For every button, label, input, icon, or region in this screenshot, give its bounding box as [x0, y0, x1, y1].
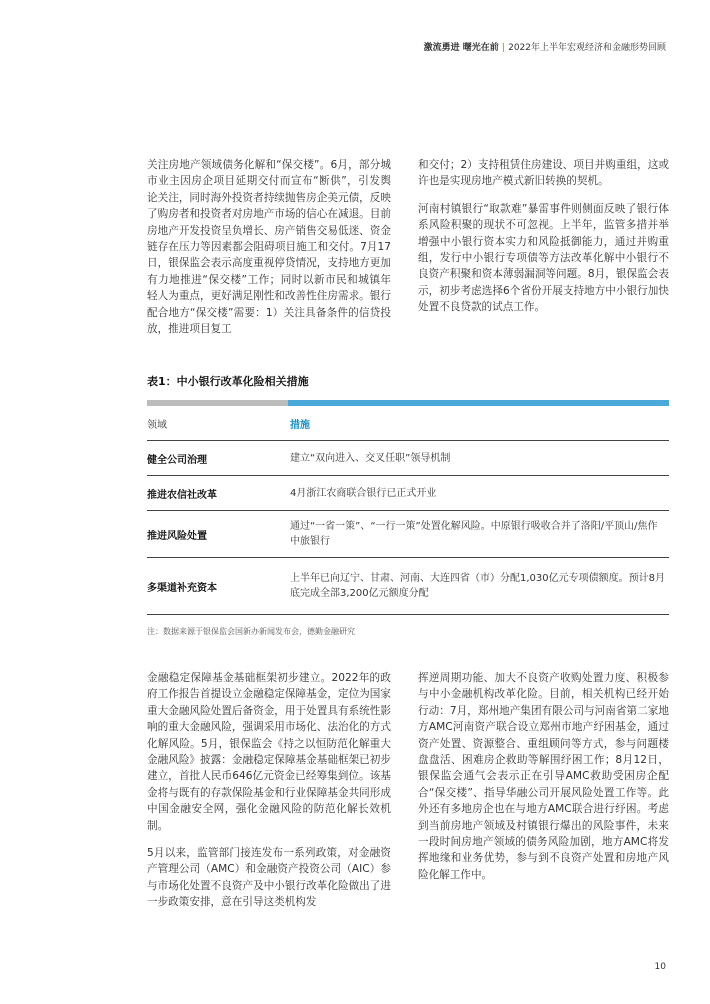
row-measure: 通过“一省一策”、“一行一策”处置化解风险。中原银行吸收合并了洛阳/平顶山/焦作中旅银行 — [290, 521, 658, 547]
paragraph-amc-action: 挥逆周期功能、加大不良资产收购处置力度、积极参与中小金融机构改革化险。目前，相关机构已经开始行动：7月，郑州地产集团有限公司与河南省第二家地方AMC河南资产联合设立郑州市地产纾困基金，通过资产处置、资源整合、重组顾问等方式，参与问题楼盘盘活、困难房企救助等解围纾困工作；8月12日，银保监会通气会表示正在引导AMC救助受困房企配合“保交楼”、指导华融公司开展风险处置工作等。此外还有多地房企也在与地方AMC联合进行纾困。考虑到当前房地产领域及村镇银行爆出的风险事件，未来一段时间房地产领域的债务风险加剧，地方AMC将发挥地缘和业务优势，参与到不良资产处置和房地产风险化解工作中。 — [418, 672, 669, 881]
top-left-column — [147, 157, 391, 348]
header-field: 领域 — [147, 419, 167, 431]
table-row — [147, 557, 669, 615]
row-field: 多渠道补充资本 — [147, 582, 217, 594]
row-field: 健全公司治理 — [147, 454, 207, 466]
row-field: 推进风险处置 — [147, 530, 207, 542]
bottom-left-column — [147, 670, 391, 922]
bottom-right-column — [418, 670, 669, 894]
row-measure: 上半年已向辽宁、甘肃、河南、大连四省（市）分配1,030亿元专项债额度。预计8月底完成全部3,200亿元额度分配 — [290, 573, 665, 599]
page-number: 10 — [654, 962, 666, 972]
paragraph-village-bank: 河南村镇银行“取款难”暴雷事件则侧面反映了银行体系风险积聚的现状不可忽视。上半年，监管多措并举增强中小银行资本实力和风险抵御能力，通过并购重组，发行中小银行专项债等方法改革化解中小银行不良资产积聚和资本薄弱漏洞等问题。8月，银保监会表示，初步考虑选择6个省份开展支持地方中小银行加快处置不良贷款的试点工作。 — [418, 202, 669, 314]
row-measure: 4月浙江农商联合银行已正式开业 — [290, 487, 437, 499]
paragraph-stability-fund: 金融稳定保障基金基础框架初步建立。2022年的政府工作报告首提设立金融稳定保障基金，定位为国家重大金融风险处置后备资金，用于处置具有系统性影响的重大金融风险，强调采用市场化、法治化的方式化解风险。5月，银保监会《持之以恒防范化解重大金融风险》披露：金融稳定保障基金基础框架已初步建立，首批人民币646亿元资金已经筹集到位。该基金将与既有的存款保险基金和行业保障基金共同形成中国金融安全网，强化金融风险的防范化解长效机制。 — [147, 672, 391, 832]
row-measure: 建立“双向进入、交叉任职”领导机制 — [290, 452, 451, 464]
running-header — [424, 40, 666, 53]
measures-table — [147, 400, 669, 615]
paragraph-property-debt: 关注房地产领域债务化解和“保交楼”。6月，部分城市业主因房企项目延期交付而宣布“断供”，引发舆论关注，同时海外投资者持续抛售房企美元债，反映了购房者和投资者对房地产市场的信心在减退。目前房地产开发投资呈负增长、房产销售交易低迷、资金链存在压力等因素都会阻碍项目施工和交付。7月17日，银保监会表示高度重视停贷情况，支持地方更加有力地推进“保交楼”工作；同时以新市民和城镇年轻人为重点，更好满足刚性和改善性住房需求。银行配合地方“保交楼”需要：1）关注具备条件的信贷投放，推进项目复工 — [147, 159, 391, 336]
table-note: 注：数据来源于银保监会国新办新闻发布会，德勤金融研究 — [147, 627, 355, 636]
table-title: 表1：中小银行改革化险相关措施 — [147, 375, 309, 388]
header-measure: 措施 — [290, 419, 310, 431]
header-separator: | — [501, 43, 506, 53]
table-header — [147, 406, 669, 440]
paragraph-delivery: 和交付；2）支持租赁住房建设、项目并购重组，这或许也是实现房地产模式新旧转换的契机。 — [418, 159, 669, 188]
table-row — [147, 475, 669, 510]
table-row — [147, 510, 669, 557]
paragraph-amc-policy: 5月以来，监管部门接连发布一系列政策，对金融资产管理公司（AMC）和金融资产投资公司（AIC）参与市场化处置不良资产及中小银行改革化险做出了进一步政策安排，意在引导这类机构发 — [147, 847, 391, 909]
header-title: 激流勇进 曙光在前 — [423, 43, 499, 53]
top-right-column — [418, 157, 669, 327]
table-row — [147, 440, 669, 475]
row-field: 推进农信社改革 — [147, 489, 217, 501]
header-subtitle: 2022年上半年宏观经济和金融形势回顾 — [508, 43, 666, 53]
